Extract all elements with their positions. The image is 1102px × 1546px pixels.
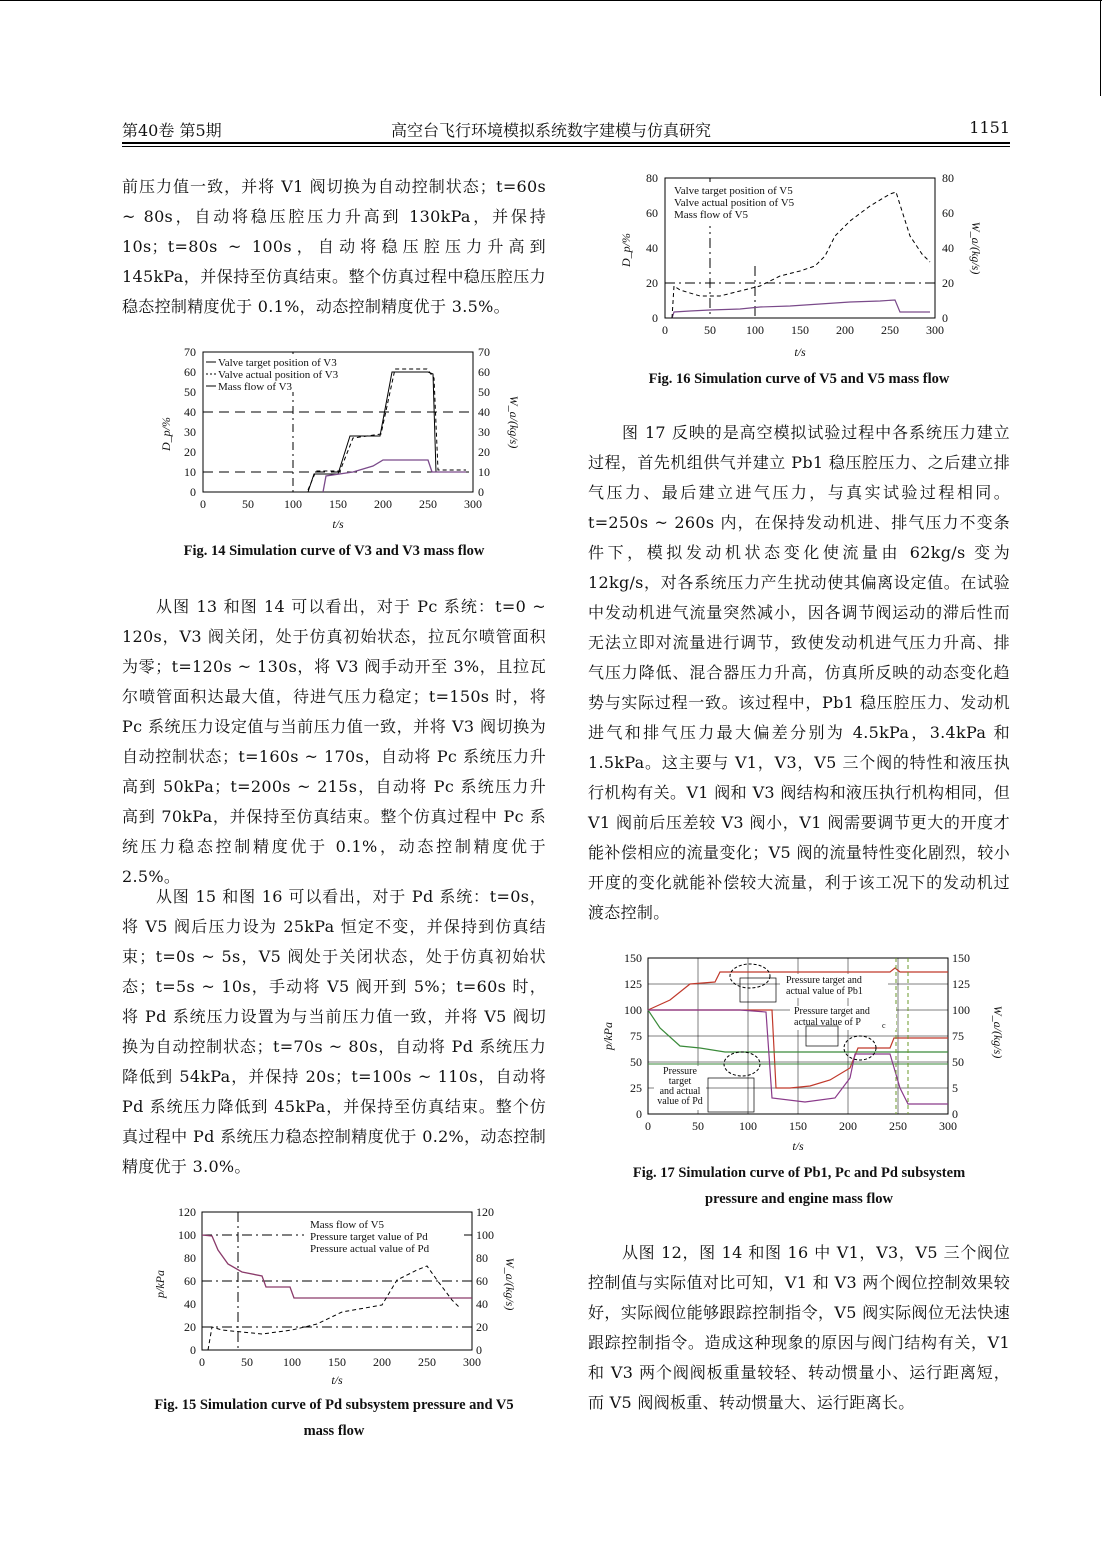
- journal-volume: 第40卷 第5期: [122, 121, 222, 140]
- svg-text:Valve target position of V3: Valve target position of V3: [218, 357, 337, 369]
- svg-text:60: 60: [646, 206, 658, 220]
- svg-text:250: 250: [419, 497, 437, 511]
- svg-text:30: 30: [184, 425, 196, 439]
- svg-text:300: 300: [463, 1355, 481, 1369]
- svg-text:125: 125: [952, 977, 970, 991]
- svg-text:D_p/%: D_p/%: [619, 233, 633, 267]
- svg-text:40: 40: [184, 405, 196, 419]
- svg-text:W_a/(kg/s): W_a/(kg/s): [503, 1257, 517, 1311]
- svg-text:250: 250: [418, 1355, 436, 1369]
- svg-text:200: 200: [373, 1355, 391, 1369]
- right-border: [1100, 0, 1101, 96]
- svg-text:0: 0: [478, 485, 484, 499]
- svg-text:40: 40: [476, 1297, 488, 1311]
- svg-text:60: 60: [942, 206, 954, 220]
- svg-text:40: 40: [942, 241, 954, 255]
- svg-text:actual value of P: actual value of P: [794, 1017, 861, 1028]
- svg-text:actual value of Pb1: actual value of Pb1: [786, 986, 863, 997]
- figure-15-caption-line2: mass flow: [303, 1423, 365, 1439]
- svg-text:t/s: t/s: [332, 517, 344, 531]
- svg-text:Mass flow of V5: Mass flow of V5: [310, 1219, 385, 1231]
- svg-text:value of Pd: value of Pd: [657, 1096, 703, 1107]
- svg-text:200: 200: [836, 323, 854, 337]
- svg-text:50: 50: [242, 497, 254, 511]
- svg-text:Valve actual position of V3: Valve actual position of V3: [218, 369, 339, 381]
- svg-text:50: 50: [704, 323, 716, 337]
- svg-text:50: 50: [241, 1355, 253, 1369]
- figure-14-caption: Fig. 14 Simulation curve of V3 and V3 mass flow: [183, 543, 485, 559]
- svg-text:80: 80: [476, 1251, 488, 1265]
- paragraph-valve-comparison: 从图 12，图 14 和图 16 中 V1，V3，V5 三个阀位控制值与实际值对比可知，V1 和 V3 两个阀位控制效果较好，实际阀位能够跟踪控制指令，V5 阀实际阀位无法快速跟踪控制指令。造成这种现象的原因与阀门结构有关，V1 和 V3 两个阀阀板重量较轻、转动惯量小、运行距离短，而 V5 阀阀板重、转动惯量大、运行距离长。: [588, 1243, 1010, 1412]
- svg-text:50: 50: [692, 1119, 704, 1133]
- svg-text:300: 300: [464, 497, 482, 511]
- svg-text:0: 0: [652, 311, 658, 325]
- svg-text:20: 20: [942, 276, 954, 290]
- svg-text:100: 100: [178, 1228, 196, 1242]
- svg-text:60: 60: [478, 365, 490, 379]
- svg-text:W_a/(kg/s): W_a/(kg/s): [969, 221, 983, 275]
- svg-text:100: 100: [283, 1355, 301, 1369]
- svg-text:60: 60: [184, 1274, 196, 1288]
- svg-text:Pressure: Pressure: [663, 1066, 697, 1077]
- svg-text:120: 120: [178, 1205, 196, 1219]
- svg-text:150: 150: [952, 951, 970, 965]
- svg-text:0: 0: [942, 311, 948, 325]
- svg-text:Valve target position of V5: Valve target position of V5: [674, 185, 793, 197]
- paragraph-fig17-analysis: 图 17 反映的是高空模拟试验过程中各系统压力建立过程，首先机组供气并建立 Pb1 稳压腔压力、之后建立排气压力、最后建立进气压力，与真实试验过程相同。t=250s ~ 260s 内，在保持发动机进、排气压力不变条件下，模拟发动机状态变化使流量由 62kg/s 变为 12kg/s，对各系统压力产生扰动使其偏离设定值。在试验中发动机进气流量突然减小，因各调节阀运动的滞后性而无法立即对流量进行调节，致使发动机进气压力升高、排气压力降低、混合器压力升高，仿真所反映的动态变化趋势与实际过程一致。该过程中，Pb1 稳压腔压力、发动机进气和排气压力最大偏差分别为 4.5kPa，3.4kPa 和 1.5kPa。这主要与 V1，V3，V5 三个阀的特性和液压执行机构有关。V1 阀和 V3 阀结构和液压执行机构相同，但 V1 阀前后压差较 V3 阀小，V1 阀需要调节更大的开度才能补偿相应的流量变化；V5 阀的流量特性变化剧烈，较小开度的变化就能补偿较大流量，利于该工况下的发动机过渡态控制。: [588, 423, 1010, 922]
- svg-text:Valve actual position of V5: Valve actual position of V5: [674, 197, 795, 209]
- svg-text:Mass flow of V3: Mass flow of V3: [218, 381, 293, 393]
- svg-text:20: 20: [184, 445, 196, 459]
- svg-text:50: 50: [478, 385, 490, 399]
- svg-text:50: 50: [184, 385, 196, 399]
- svg-text:Pressure target value of Pd: Pressure target value of Pd: [310, 1231, 428, 1243]
- svg-text:80: 80: [646, 171, 658, 185]
- svg-text:125: 125: [624, 977, 642, 991]
- svg-text:150: 150: [328, 1355, 346, 1369]
- svg-text:20: 20: [184, 1320, 196, 1334]
- svg-text:300: 300: [939, 1119, 957, 1133]
- svg-text:100: 100: [952, 1003, 970, 1017]
- header-rule: [122, 142, 1010, 144]
- svg-text:100: 100: [624, 1003, 642, 1017]
- svg-text:100: 100: [746, 323, 764, 337]
- svg-text:75: 75: [630, 1029, 642, 1043]
- svg-text:p/kPa: p/kPa: [601, 1022, 615, 1050]
- svg-text:100: 100: [476, 1228, 494, 1242]
- svg-text:20: 20: [478, 445, 490, 459]
- figure-17-caption-line1: Fig. 17 Simulation curve of Pb1, Pc and Pd subsystem: [632, 1165, 966, 1181]
- running-title: 高空台飞行环境模拟系统数字建模与仿真研究: [390, 121, 711, 140]
- svg-text:0: 0: [190, 485, 196, 499]
- svg-text:150: 150: [791, 323, 809, 337]
- svg-text:200: 200: [374, 497, 392, 511]
- svg-text:200: 200: [839, 1119, 857, 1133]
- svg-text:50: 50: [952, 1055, 964, 1069]
- svg-text:40: 40: [478, 405, 490, 419]
- svg-text:150: 150: [789, 1119, 807, 1133]
- svg-text:0: 0: [662, 323, 668, 337]
- svg-text:W_a/(kg/s): W_a/(kg/s): [991, 1005, 1005, 1059]
- paragraph-pc-system-text: 从图 13 和图 14 可以看出，对于 Pc 系统：t=0 ~ 120s，V3 阀关闭，处于仿真初始状态，拉瓦尔喷管面积为零；t=120s ~ 130s，将 V3 阀手动开至 3%，且拉瓦尔喷管面积达最大值，待进气压力稳定；t=150s 时，将 Pc 系统压力设定值与当前压力值一致，并将 V3 阀切换为自动控制状态；t=160s ~ 170s，自动将 Pc 系统压力升高到 50kPa；t=200s ~ 215s，自动将 Pc 系统压力升高到 70kPa，并保持至仿真结束。整个仿真过程中 Pc 系统压力稳态控制精度优于 0.1%，动态控制精度优于 2.5%。: [122, 597, 546, 886]
- svg-text:75: 75: [952, 1029, 964, 1043]
- page-number: 1151: [969, 118, 1010, 137]
- figure-15-chart: [142, 1200, 532, 1392]
- svg-text:30: 30: [478, 425, 490, 439]
- paragraph-pb1-end: 前压力值一致，并将 V1 阀切换为自动控制状态；t=60s ~ 80s，自动将稳压腔压力升高到 130kPa，并保持 10s；t=80s ~ 100s，自动将稳压腔压力升高到 145kPa，并保持至仿真结束。整个仿真过程中稳压腔压力稳态控制精度优于 0.1%，动态控制精度优于 3.5%。: [122, 177, 546, 316]
- svg-text:100: 100: [739, 1119, 757, 1133]
- top-border: [0, 0, 1102, 1]
- svg-text:250: 250: [889, 1119, 907, 1133]
- svg-text:0: 0: [200, 497, 206, 511]
- figure-17-caption-line2: pressure and engine mass flow: [705, 1191, 893, 1207]
- figure-15-caption-line1: Fig. 15 Simulation curve of Pd subsystem pressure and V5: [154, 1397, 514, 1413]
- svg-text:20: 20: [476, 1320, 488, 1334]
- svg-text:100: 100: [284, 497, 302, 511]
- svg-text:0: 0: [636, 1107, 642, 1121]
- figure-16-chart: [610, 166, 990, 362]
- svg-text:Pressure actual value of Pd: Pressure actual value of Pd: [310, 1243, 430, 1255]
- svg-text:D_p/%: D_p/%: [159, 417, 173, 451]
- svg-text:250: 250: [881, 323, 899, 337]
- svg-text:150: 150: [624, 951, 642, 965]
- svg-text:60: 60: [476, 1274, 488, 1288]
- svg-text:t/s: t/s: [794, 345, 806, 359]
- svg-text:p/kPa: p/kPa: [153, 1270, 167, 1298]
- svg-text:150: 150: [329, 497, 347, 511]
- svg-text:70: 70: [184, 345, 196, 359]
- svg-text:10: 10: [184, 465, 196, 479]
- svg-text:Pressure target and: Pressure target and: [786, 975, 862, 986]
- figure-17-chart: [590, 948, 1010, 1156]
- svg-text:50: 50: [630, 1055, 642, 1069]
- svg-text:0: 0: [190, 1343, 196, 1357]
- figure-16-caption: Fig. 16 Simulation curve of V5 and V5 mass flow: [648, 371, 950, 387]
- svg-text:W_a/(kg/s): W_a/(kg/s): [507, 395, 521, 449]
- figure-14-chart: [148, 344, 528, 532]
- svg-text:and actual: and actual: [659, 1086, 701, 1097]
- svg-text:80: 80: [942, 171, 954, 185]
- svg-text:10: 10: [478, 465, 490, 479]
- svg-text:0: 0: [952, 1107, 958, 1121]
- svg-text:70: 70: [478, 345, 490, 359]
- svg-text:0: 0: [645, 1119, 651, 1133]
- svg-text:c: c: [882, 1021, 886, 1030]
- svg-text:40: 40: [184, 1297, 196, 1311]
- paragraph-pd-system: 从图 15 和图 16 可以看出，对于 Pd 系统：t=0s，将 V5 阀后压力设为 25kPa 恒定不变，并保持到仿真结束；t=0s ~ 5s，V5 阀处于关闭状态，处于仿真初始状态；t=5s ~ 10s，手动将 V5 阀开到 5%；t=60s 时，将 Pd 系统压力设置为与当前压力值一致，并将 V5 阀切换为自动控制状态；t=70s ~ 80s，自动将 Pd 系统压力降低到 54kPa，并保持 20s；t=100s ~ 110s，自动将 Pd 系统压力降低到 45kPa，并保持至仿真结束。整个仿真过程中 Pd 系统压力稳态控制精度优于 0.2%，动态控制精度优于 3.0%。: [122, 887, 546, 1176]
- svg-text:20: 20: [646, 276, 658, 290]
- svg-text:target: target: [668, 1076, 692, 1087]
- svg-text:25: 25: [630, 1081, 642, 1095]
- svg-text:t/s: t/s: [331, 1373, 343, 1387]
- svg-text:5: 5: [952, 1081, 958, 1095]
- svg-text:300: 300: [926, 323, 944, 337]
- svg-text:40: 40: [646, 241, 658, 255]
- header-rule-thin: [122, 146, 1010, 147]
- svg-text:Pressure target and: Pressure target and: [794, 1006, 870, 1017]
- svg-text:60: 60: [184, 365, 196, 379]
- svg-text:80: 80: [184, 1251, 196, 1265]
- svg-text:0: 0: [476, 1343, 482, 1357]
- svg-text:120: 120: [476, 1205, 494, 1219]
- svg-text:t/s: t/s: [792, 1139, 804, 1153]
- svg-text:0: 0: [199, 1355, 205, 1369]
- svg-text:Mass flow of V5: Mass flow of V5: [674, 209, 749, 221]
